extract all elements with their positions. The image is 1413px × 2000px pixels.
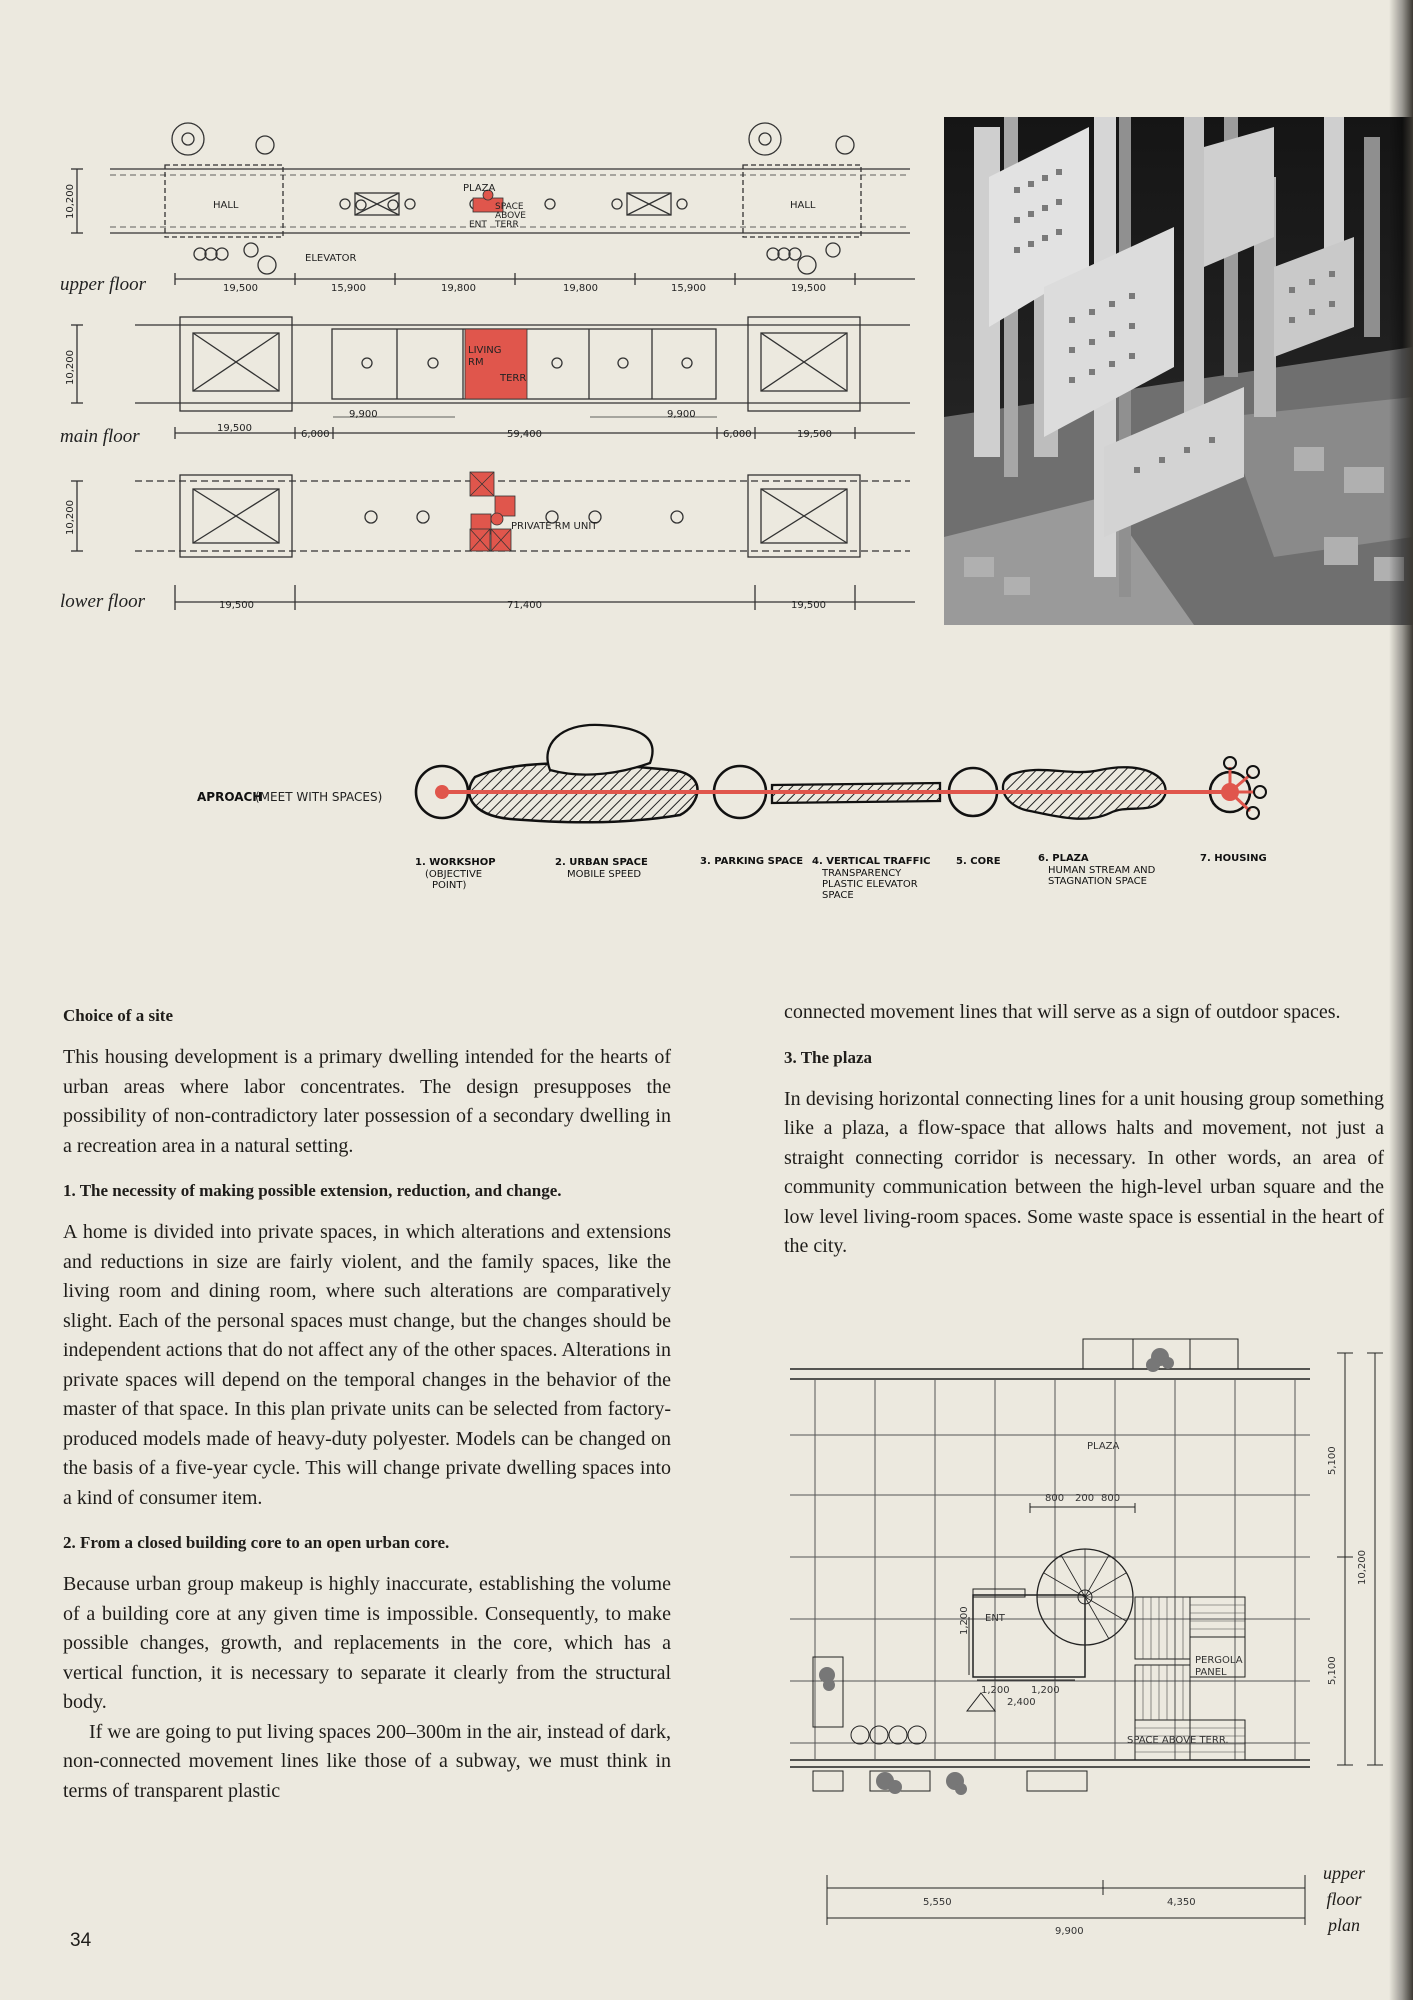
space-above-terr-label: SPACE ABOVE TERR. — [1127, 1735, 1229, 1746]
approach-subtitle: (MEET WITH SPACES) — [255, 790, 383, 804]
step-2-label: 2. URBAN SPACE — [555, 857, 648, 868]
dim-2400: 2,400 — [1007, 1697, 1036, 1708]
dim-1200-b: 1,200 — [1031, 1685, 1060, 1696]
main-inner-dim-1: 9,900 — [349, 409, 378, 420]
paragraph-3-continued: connected movement lines that will serve as a sign of outdoor spaces. — [784, 1001, 1341, 1023]
hall-left-label: HALL — [213, 200, 239, 211]
main-dim-1: 19,500 — [217, 423, 252, 434]
stair-dim-1: 800 — [1045, 1493, 1065, 1504]
approach-diagram — [180, 715, 1280, 915]
above-label: ABOVE — [495, 211, 526, 221]
page-gutter-shadow — [1389, 0, 1413, 2000]
upper-dim-6: 19,500 — [791, 283, 826, 294]
bottom-dim-2: 4,350 — [1167, 1897, 1196, 1908]
main-floor-label: main floor — [60, 426, 140, 447]
article-right-column — [784, 998, 1384, 1262]
article-left-column — [63, 1000, 671, 1806]
caption-line-2: floor — [1326, 1889, 1362, 1909]
floor-plans — [55, 115, 935, 655]
lower-dim-2: 71,400 — [507, 600, 542, 611]
elevator-label: ELEVATOR — [305, 253, 357, 264]
private-rm-unit-label: PRIVATE RM UNIT — [511, 521, 598, 532]
dim-upper-height: 10,200 — [65, 184, 76, 219]
step-5-label: 5. CORE — [956, 856, 1001, 867]
upper-dim-3: 19,800 — [441, 283, 476, 294]
step-7-label: 7. HOUSING — [1200, 853, 1267, 864]
lower-dim-1: 19,500 — [219, 600, 254, 611]
step-6-label: 6. PLAZA — [1038, 853, 1089, 864]
stair-dim-3: 800 — [1101, 1493, 1121, 1504]
plaza-label: PLAZA — [463, 183, 496, 194]
rm-label: RM — [468, 357, 484, 368]
page-number: 34 — [70, 1930, 92, 1951]
caption-line-3: plan — [1327, 1915, 1360, 1935]
bottom-dim-1: 5,550 — [923, 1897, 952, 1908]
step-3-label: 3. PARKING SPACE — [700, 856, 804, 867]
right-dim-2: 10,200 — [1357, 1550, 1368, 1585]
panel-label: PANEL — [1195, 1667, 1227, 1678]
step-1-sub-1: (OBJECTIVE — [425, 869, 483, 880]
upper-dim-1: 19,500 — [223, 283, 258, 294]
space-label: SPACE — [495, 202, 524, 212]
dim-main-height: 10,200 — [65, 350, 76, 385]
step-4-sub-3: SPACE — [822, 890, 854, 901]
lower-floor-label: lower floor — [60, 591, 145, 612]
detail-plaza-label: PLAZA — [1087, 1441, 1120, 1452]
main-dim-3: 59,400 — [507, 429, 542, 440]
approach-title: APROACH — [197, 790, 263, 804]
step-6-sub-2: STAGNATION SPACE — [1048, 876, 1147, 887]
step-4-sub-1: TRANSPARENCY — [822, 868, 902, 879]
upper-floor-label: upper floor — [60, 274, 147, 295]
ent-label: ENT — [469, 220, 487, 230]
dim-1200-a: 1,200 — [981, 1685, 1010, 1696]
dim-lower-height: 10,200 — [65, 500, 76, 535]
paragraph-4: In devising horizontal connecting lines for a unit housing group something like a plaza, a flow-space that allows halts and movement, not just a straight connecting corridor is necessary. In other words, an area of community communication between the high-level urban square and the low level living-room spaces. Some waste space is essential in the heart of the city. — [784, 1087, 1384, 1257]
heading-3: 3. The plaza — [784, 1047, 873, 1067]
main-dim-5: 19,500 — [797, 429, 832, 440]
detail-plan-caption — [1323, 1860, 1365, 1938]
caption-line-1: upper — [1323, 1863, 1365, 1883]
step-1-sub-2: POINT) — [432, 880, 467, 891]
paragraph-1: A home is divided into private spaces, in which alterations and extensions and reductions in size are fairly violent, and the family spaces, like the living room and dining room, where such alterations are comparatively slight. Each of the personal spaces must change, but the changes should be independent actions that do not affect any of the other spaces. Alterations in private spaces will depend on the temporal changes in the behavior of the master of that space. In this plan private units can be selected from factory-produced models made of heavy-duty polyester. Models can be changed on the basis of a five-year cycle. This will change private dwelling spaces into a kind of consumer item. — [63, 1221, 671, 1509]
detail-plan — [785, 1335, 1395, 1960]
paragraph-3: If we are going to put living spaces 200–300m in the air, instead of dark, non-connected movement lines like those of a subway, we must think in terms of transparent plastic — [63, 1720, 671, 1802]
step-2-sub-1: MOBILE SPEED — [567, 869, 642, 880]
section-title: Choice of a site — [63, 1006, 174, 1025]
dim-1200-vertical: 1,200 — [959, 1606, 970, 1635]
heading-1: 1. The necessity of making possible extension, reduction, and change. — [63, 1181, 562, 1200]
main-dim-4: 6,000 — [723, 429, 752, 440]
model-photo — [944, 117, 1413, 625]
right-dim-3: 5,100 — [1327, 1656, 1338, 1685]
main-inner-dim-2: 9,900 — [667, 409, 696, 420]
step-4-label: 4. VERTICAL TRAFFIC — [812, 856, 931, 867]
step-4-sub-2: PLASTIC ELEVATOR — [822, 879, 918, 890]
intro-paragraph: This housing development is a primary dwelling intended for the hearts of urban areas where labor concentrates. The design presupposes the possibility of non-contradictory later possession of a secondary dwelling in a recreation area in a natural setting. — [63, 1046, 671, 1157]
right-dim-1: 5,100 — [1327, 1446, 1338, 1475]
heading-2: 2. From a closed building core to an open urban core. — [63, 1533, 450, 1552]
hall-right-label: HALL — [790, 200, 816, 211]
step-6-sub-1: HUMAN STREAM AND — [1048, 865, 1156, 876]
upper-dim-2: 15,900 — [331, 283, 366, 294]
terr-main-label: TERR — [500, 373, 527, 384]
detail-ent-label: ENT — [985, 1613, 1005, 1624]
upper-dim-5: 15,900 — [671, 283, 706, 294]
pergola-label: PERGOLA — [1195, 1655, 1243, 1666]
bottom-dim-3: 9,900 — [1055, 1926, 1084, 1937]
terr-label: TERR — [495, 220, 519, 230]
paragraph-2: Because urban group makeup is highly inaccurate, establishing the volume of a building core at any given time is impossible. Consequently, to make possible changes, growth, and replacements in the core, which has a vertical function, it is necessary to separate it clearly from the structural body. — [63, 1573, 671, 1713]
stair-dim-2: 200 — [1075, 1493, 1095, 1504]
living-label: LIVING — [468, 345, 502, 356]
lower-dim-3: 19,500 — [791, 600, 826, 611]
main-dim-2: 6,000 — [301, 429, 330, 440]
upper-dim-4: 19,800 — [563, 283, 598, 294]
step-1-label: 1. WORKSHOP — [415, 857, 496, 868]
